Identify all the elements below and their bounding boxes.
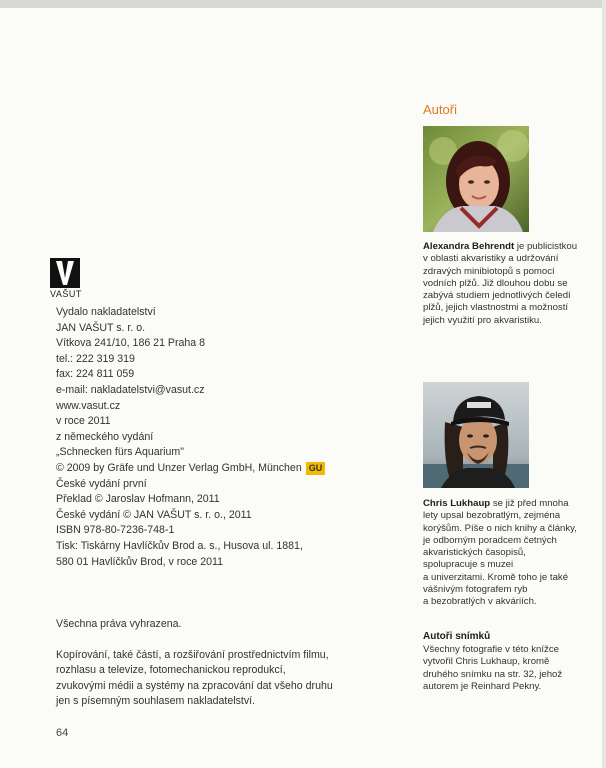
copyright-text: © 2009 by Gräfe und Unzer Verlag GmbH, München <box>56 461 302 474</box>
v-logo-icon <box>50 258 80 288</box>
author-photo-chris <box>423 382 529 488</box>
bio-line: korýšům. Píše o nich knihy a články, <box>423 522 577 534</box>
photo-credits-heading: Autoři snímků <box>423 631 491 642</box>
bio-line: vodních plžů. Již dlouhou dobu se <box>423 277 568 289</box>
imprint-line: České vydání první <box>56 477 147 490</box>
imprint-line: www.vasut.cz <box>56 399 121 412</box>
imprint-line: z německého vydání <box>56 430 154 443</box>
credits-line: Všechny fotografie v této knížce <box>423 644 559 655</box>
page-number: 64 <box>56 727 69 739</box>
imprint-line: ISBN 978-80-7236-748-1 <box>56 524 175 537</box>
bio-line: je odborným poradcem četných <box>423 534 557 546</box>
logo-text: VAŠUT <box>50 289 82 299</box>
rights-heading: Všechna práva vyhrazena. <box>56 618 182 630</box>
bio-line: je publicistkou <box>514 241 578 252</box>
rights-line: jen s písemným souhlasem nakladatelství. <box>56 695 256 708</box>
rights-block <box>56 617 356 710</box>
bio-line: spolupracuje s muzei <box>423 559 514 571</box>
bio-line: akvaristických časopisů, <box>423 547 526 559</box>
page-top-edge <box>0 0 606 8</box>
imprint-line: Vítkova 241/10, 186 21 Praha 8 <box>56 337 206 350</box>
imprint-block <box>56 305 356 570</box>
credits-line: druhého snímku na str. 32, jehož <box>423 668 563 680</box>
imprint-line: 580 01 Havlíčkův Brod, v roce 2011 <box>56 555 224 568</box>
rights-line: rozhlasu a televize, fotomechanickou reprodukcí, <box>56 664 286 677</box>
bio-line: zabývá studiem jednotlivých čeledí <box>423 290 571 302</box>
bio-line: plžů, jejich vlastnostmi a možností <box>423 302 569 314</box>
photo-credits-text <box>423 644 598 693</box>
imprint-line: Vydalo nakladatelství <box>56 306 156 318</box>
authors-heading: Autoři <box>423 102 457 117</box>
bio-line: vášnivým fotografem ryb <box>423 584 528 596</box>
credits-line: vytvořil Chris Lukhaup, kromě <box>423 656 550 668</box>
bio-line: jejich využití pro akvaristiku. <box>423 314 542 326</box>
imprint-line: v roce 2011 <box>56 415 111 428</box>
gu-badge: GU <box>306 462 326 475</box>
imprint-line: Tisk: Tiskárny Havlíčkův Brod a. s., Husova ul. 1881, <box>56 539 303 552</box>
bio-line: se již před mnoha <box>490 498 569 509</box>
bio-line: a univerzitami. Kromě toho je také <box>423 571 569 583</box>
bio-line: lety upsal bezobratlým, zejména <box>423 510 561 522</box>
imprint-line: Překlad © Jaroslav Hofmann, 2011 <box>56 493 220 506</box>
publisher-logo <box>50 258 80 299</box>
bio-line: v oblasti akvaristiky a udržování <box>423 253 559 265</box>
copyright-line <box>56 461 356 477</box>
rights-line: zvukovými médii a systémy na zpracování dat všeho druhu <box>56 679 333 692</box>
page-right-edge <box>602 0 606 768</box>
author-name: Alexandra Behrendt <box>423 241 515 252</box>
author-bio-alexandra <box>423 241 598 327</box>
imprint-line: fax: 224 811 059 <box>56 368 135 381</box>
credits-line: autorem je Reinhard Pekny. <box>423 680 542 692</box>
bio-line: a bezobratlých v akváriích. <box>423 596 537 608</box>
imprint-line: tel.: 222 319 319 <box>56 352 135 365</box>
author-name: Chris Lukhaup <box>423 498 491 509</box>
bio-line: zdravých minibiotopů s pomocí <box>423 265 555 277</box>
imprint-line: e-mail: nakladatelstvi@vasut.cz <box>56 383 205 396</box>
rights-line: Kopírování, také částí, a rozšiřování prostřednictvím filmu, <box>56 648 329 661</box>
imprint-line: „Schnecken fürs Aquarium" <box>56 446 185 459</box>
author-bio-chris <box>423 498 598 609</box>
author-photo-alexandra <box>423 126 529 232</box>
imprint-line: České vydání © JAN VAŠUT s. r. o., 2011 <box>56 508 252 521</box>
imprint-line: JAN VAŠUT s. r. o. <box>56 321 146 334</box>
